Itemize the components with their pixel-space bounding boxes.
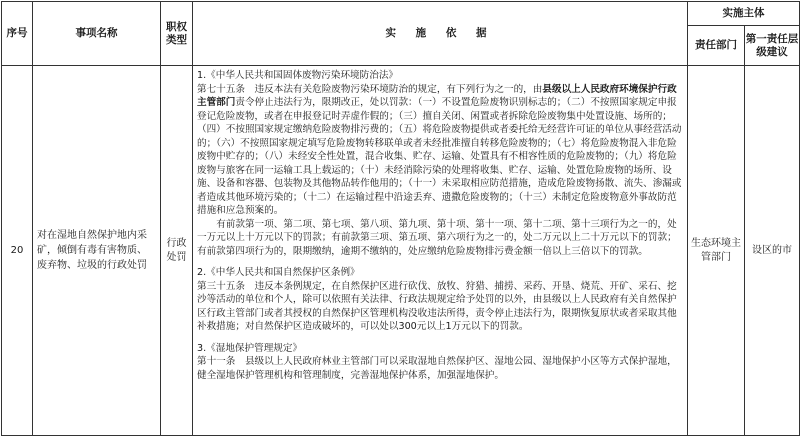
law2-title: 2.《中华人民共和国自然保护区条例》 xyxy=(197,267,360,278)
row-name: 对在湿地自然保护地内采矿，倾倒有毒有害物质、废弃物、垃圾的行政处罚 xyxy=(33,66,161,436)
law3-article: 第十一条 县级以上人民政府林业主管部门可以采取湿地自然保护区、湿地公园、湿地保护小区等方式保护湿地，健全湿地保护管理机构和管理制度，完善湿地保护体系，加强湿地保护。 xyxy=(197,356,677,381)
header-type: 职权类型 xyxy=(161,2,193,66)
law3-title: 3.《湿地保护管理规定》 xyxy=(197,342,303,354)
law2-article: 第三十五条 违反本条例规定，在自然保护区进行砍伐、放牧、狩猎、捕捞、采药、开垦、烧荒、开矿、采石、挖沙等活动的单位和个人，除可以依照有关法律、行政法规规定给予处罚的以外，由县级以上人民政府有关自然保护区行政主管部门或者其授权的自然保护区管理机构没收违法所得，责令停止违法行为，限期恢复原状或者采取其他补救措施；对自然保护区造成破坏的，可以处以300元以上1万元以下的罚款。 xyxy=(197,280,677,332)
law1-penalties: 有前款第一项、第二项、第七项、第八项、第九项、第十项、第十一项、第十二项、第十三项行为之一的，处一万元以上十万元以下的罚款；有前款第三项、第五项、第六项行为之一的，处二万元以上二十万元以下的罚款；有前款第四项行为的，限期缴纳，逾期不缴纳的，处应缴纳危险废物排污费金额一倍以上三倍以下的罚款。 xyxy=(197,218,677,257)
row-no: 20 xyxy=(2,66,33,436)
row-first-level: 设区的市 xyxy=(745,66,800,436)
header-no: 序号 xyxy=(2,2,33,66)
enforcement-table xyxy=(1,1,800,436)
legal-basis xyxy=(193,66,688,436)
row-type: 行政处罚 xyxy=(161,66,193,436)
law1-authority: 县级以上人民政府环境保护行政主管部门 xyxy=(197,83,677,108)
table-row xyxy=(2,66,800,436)
header-basis: 实 施 依 据 xyxy=(193,2,688,66)
row-dept: 生态环境主管部门 xyxy=(688,66,745,436)
header-name: 事项名称 xyxy=(33,2,161,66)
law1-article: 第七十五条 违反本法有关危险废物污染环境防治的规定，有下列行为之一的，由县级以上人民政府环境保护行政主管部门责令停止违法行为，限期改正，处以罚款：（一）不设置危险废物识别标志的；（二）不按照国家规定申报登记危险废物，或者在申报登记时弄虚作假的；（三）擅自关闭、闲置或者拆除危险废物集中处置设施、场所的；（四）不按照国家规定缴纳危险废物排污费的；（五）将危险废物提供或者委托给无经营许可证的单位从事经营活动的；（六）不按照国家规定填写危险废物转移联单或者未经批准擅自转移危险废物的；（七）将危险废物混入非危险废物中贮存的；（八）未经安全性处置，混合收集、贮存、运输、处置具有不相容性质的危险废物的；（九）将危险废物与旅客在同一运输工具上载运的；（十）未经消除污染的处理将收集、贮存、运输、处置危险废物的场所、设施、设备和容器、包装物及其他物品转作他用的；（十一）未采取相应防范措施，造成危险废物扬散、流失、渗漏或者造成其他环境污染的；（十二）在运输过程中沿途丢弃、遗撒危险废物的；（十三）未制定危险废物意外事故防范措施和应急预案的。 xyxy=(197,83,682,216)
header-first-level: 第一责任层级建议 xyxy=(745,26,800,66)
header-dept: 责任部门 xyxy=(688,26,745,66)
header-subject: 实施主体 xyxy=(688,2,800,26)
law1-title: 1.《中华人民共和国固体废物污染环境防治法》 xyxy=(197,70,399,81)
